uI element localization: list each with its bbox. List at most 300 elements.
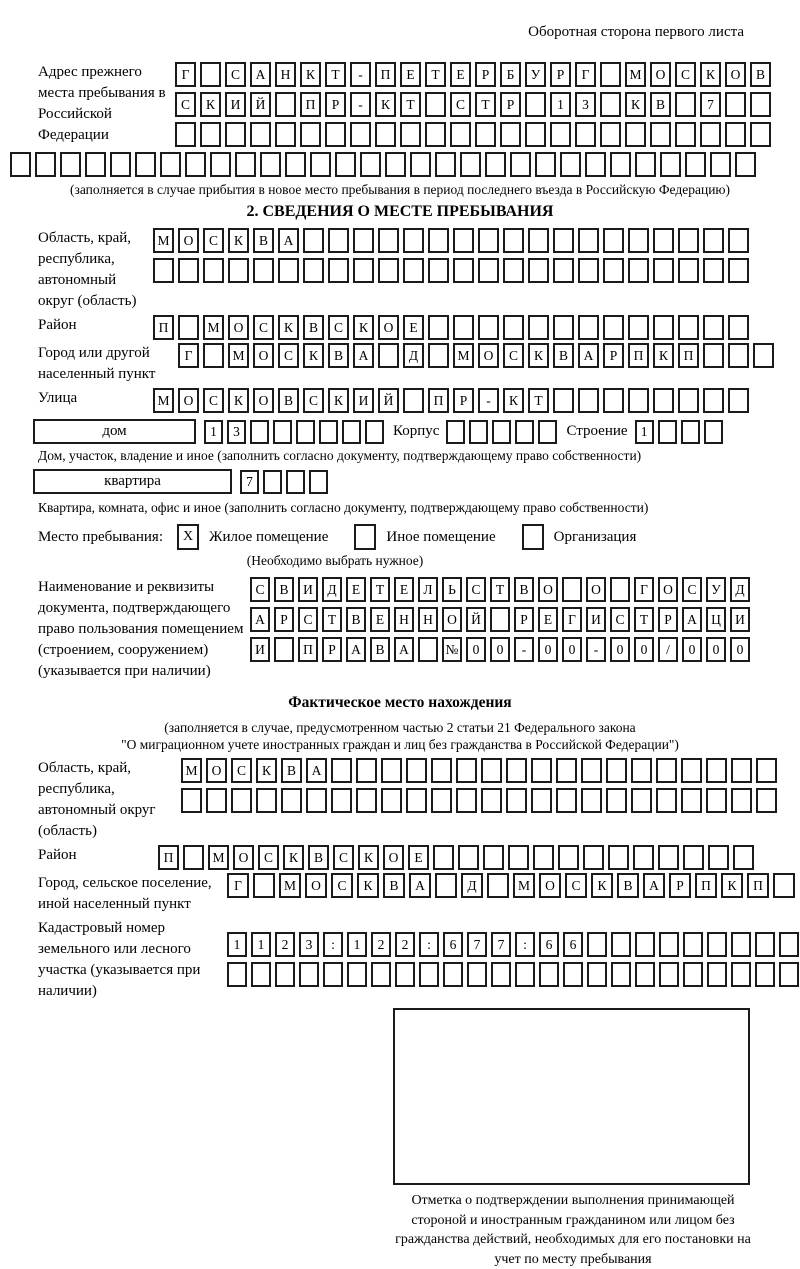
char-cell[interactable]: [153, 258, 174, 283]
char-cell[interactable]: П: [628, 343, 649, 368]
char-cell[interactable]: [581, 758, 602, 783]
char-cell[interactable]: [528, 315, 549, 340]
char-cell[interactable]: 0: [730, 637, 750, 662]
char-cell[interactable]: -: [514, 637, 534, 662]
char-cell[interactable]: О: [538, 577, 558, 602]
char-cell[interactable]: [378, 228, 399, 253]
char-cell[interactable]: К: [653, 343, 674, 368]
char-cell[interactable]: [325, 122, 346, 147]
char-cell[interactable]: [525, 122, 546, 147]
char-cell[interactable]: [353, 228, 374, 253]
char-cell[interactable]: [681, 758, 702, 783]
char-cell[interactable]: С: [203, 228, 224, 253]
char-cell[interactable]: [660, 152, 681, 177]
char-cell[interactable]: [506, 758, 527, 783]
actual-district-row[interactable]: [158, 845, 754, 870]
char-cell[interactable]: -: [350, 62, 371, 87]
char-cell[interactable]: С: [450, 92, 471, 117]
char-cell[interactable]: [200, 122, 221, 147]
cadastral-row-1[interactable]: [227, 932, 799, 957]
char-cell[interactable]: [500, 122, 521, 147]
char-cell[interactable]: [581, 788, 602, 813]
char-cell[interactable]: [160, 152, 181, 177]
char-cell[interactable]: [395, 962, 415, 987]
char-cell[interactable]: Р: [453, 388, 474, 413]
char-cell[interactable]: [628, 258, 649, 283]
char-cell[interactable]: [553, 315, 574, 340]
char-cell[interactable]: Л: [418, 577, 438, 602]
char-cell[interactable]: Т: [322, 607, 342, 632]
char-cell[interactable]: [365, 420, 384, 444]
char-cell[interactable]: [281, 788, 302, 813]
char-cell[interactable]: [181, 788, 202, 813]
char-cell[interactable]: У: [525, 62, 546, 87]
char-cell[interactable]: [631, 758, 652, 783]
char-cell[interactable]: [515, 420, 534, 444]
char-cell[interactable]: [628, 315, 649, 340]
char-cell[interactable]: Д: [322, 577, 342, 602]
char-cell[interactable]: [631, 788, 652, 813]
char-cell[interactable]: О: [658, 577, 678, 602]
char-cell[interactable]: Н: [275, 62, 296, 87]
char-cell[interactable]: [583, 845, 604, 870]
char-cell[interactable]: П: [300, 92, 321, 117]
char-cell[interactable]: [490, 607, 510, 632]
char-cell[interactable]: [608, 845, 629, 870]
char-cell[interactable]: А: [643, 873, 665, 898]
char-cell[interactable]: О: [253, 343, 274, 368]
char-cell[interactable]: [707, 962, 727, 987]
char-cell[interactable]: [728, 343, 749, 368]
char-cell[interactable]: [600, 122, 621, 147]
char-cell[interactable]: М: [181, 758, 202, 783]
char-cell[interactable]: И: [225, 92, 246, 117]
char-cell[interactable]: К: [200, 92, 221, 117]
char-cell[interactable]: [419, 962, 439, 987]
char-cell[interactable]: [443, 962, 463, 987]
char-cell[interactable]: [274, 637, 294, 662]
char-cell[interactable]: [611, 932, 631, 957]
char-cell[interactable]: С: [175, 92, 196, 117]
char-cell[interactable]: О: [725, 62, 746, 87]
char-cell[interactable]: К: [228, 228, 249, 253]
char-cell[interactable]: [610, 577, 630, 602]
char-cell[interactable]: [275, 962, 295, 987]
char-cell[interactable]: [606, 758, 627, 783]
char-cell[interactable]: [700, 122, 721, 147]
char-cell[interactable]: Е: [538, 607, 558, 632]
char-cell[interactable]: [435, 873, 457, 898]
char-cell[interactable]: Т: [425, 62, 446, 87]
char-cell[interactable]: 3: [299, 932, 319, 957]
char-cell[interactable]: [506, 788, 527, 813]
char-cell[interactable]: [185, 152, 206, 177]
checkbox-organization[interactable]: [522, 524, 544, 550]
char-cell[interactable]: [683, 962, 703, 987]
char-cell[interactable]: 1: [550, 92, 571, 117]
char-cell[interactable]: С: [610, 607, 630, 632]
char-cell[interactable]: [703, 388, 724, 413]
char-cell[interactable]: А: [346, 637, 366, 662]
char-cell[interactable]: [450, 122, 471, 147]
char-cell[interactable]: П: [158, 845, 179, 870]
char-cell[interactable]: К: [328, 388, 349, 413]
char-cell[interactable]: Т: [325, 62, 346, 87]
char-cell[interactable]: К: [591, 873, 613, 898]
char-cell[interactable]: 0: [466, 637, 486, 662]
char-cell[interactable]: [578, 228, 599, 253]
char-cell[interactable]: [478, 315, 499, 340]
char-cell[interactable]: [183, 845, 204, 870]
char-cell[interactable]: [633, 845, 654, 870]
char-cell[interactable]: 1: [204, 420, 223, 444]
char-cell[interactable]: :: [515, 932, 535, 957]
char-cell[interactable]: [678, 258, 699, 283]
char-cell[interactable]: 1: [251, 932, 271, 957]
char-cell[interactable]: [403, 228, 424, 253]
house-type-box[interactable]: [33, 419, 196, 444]
char-cell[interactable]: [533, 845, 554, 870]
char-cell[interactable]: -: [586, 637, 606, 662]
char-cell[interactable]: В: [346, 607, 366, 632]
char-cell[interactable]: [228, 258, 249, 283]
prev-address-row-2[interactable]: [175, 92, 771, 117]
char-cell[interactable]: [469, 420, 488, 444]
region-row-2[interactable]: [153, 258, 749, 283]
char-cell[interactable]: 0: [634, 637, 654, 662]
char-cell[interactable]: И: [730, 607, 750, 632]
char-cell[interactable]: /: [658, 637, 678, 662]
char-cell[interactable]: [650, 122, 671, 147]
char-cell[interactable]: [625, 122, 646, 147]
char-cell[interactable]: Д: [403, 343, 424, 368]
char-cell[interactable]: [491, 962, 511, 987]
char-cell[interactable]: [225, 122, 246, 147]
korpus-cells[interactable]: [446, 420, 557, 444]
char-cell[interactable]: [681, 788, 702, 813]
char-cell[interactable]: [251, 962, 271, 987]
char-cell[interactable]: 0: [706, 637, 726, 662]
char-cell[interactable]: [481, 788, 502, 813]
char-cell[interactable]: В: [650, 92, 671, 117]
char-cell[interactable]: [250, 420, 269, 444]
char-cell[interactable]: [347, 962, 367, 987]
char-cell[interactable]: [425, 122, 446, 147]
char-cell[interactable]: [210, 152, 231, 177]
char-cell[interactable]: [587, 932, 607, 957]
char-cell[interactable]: С: [466, 577, 486, 602]
char-cell[interactable]: [563, 962, 583, 987]
char-cell[interactable]: Д: [730, 577, 750, 602]
char-cell[interactable]: М: [625, 62, 646, 87]
char-cell[interactable]: Е: [394, 577, 414, 602]
char-cell[interactable]: Т: [400, 92, 421, 117]
char-cell[interactable]: [203, 343, 224, 368]
char-cell[interactable]: [725, 92, 746, 117]
char-cell[interactable]: [406, 758, 427, 783]
char-cell[interactable]: [309, 470, 328, 494]
char-cell[interactable]: П: [375, 62, 396, 87]
actual-region-row-1[interactable]: [181, 758, 777, 783]
char-cell[interactable]: К: [528, 343, 549, 368]
char-cell[interactable]: [110, 152, 131, 177]
char-cell[interactable]: Д: [461, 873, 483, 898]
char-cell[interactable]: [658, 420, 677, 444]
char-cell[interactable]: Н: [394, 607, 414, 632]
char-cell[interactable]: А: [250, 607, 270, 632]
char-cell[interactable]: И: [250, 637, 270, 662]
stroenie-cells[interactable]: [635, 420, 723, 444]
char-cell[interactable]: К: [721, 873, 743, 898]
char-cell[interactable]: К: [278, 315, 299, 340]
char-cell[interactable]: [704, 420, 723, 444]
char-cell[interactable]: [658, 845, 679, 870]
char-cell[interactable]: [296, 420, 315, 444]
char-cell[interactable]: [556, 758, 577, 783]
checkbox-residential[interactable]: X: [177, 524, 199, 550]
char-cell[interactable]: [356, 758, 377, 783]
char-cell[interactable]: Е: [403, 315, 424, 340]
char-cell[interactable]: [603, 315, 624, 340]
char-cell[interactable]: С: [682, 577, 702, 602]
char-cell[interactable]: Р: [550, 62, 571, 87]
char-cell[interactable]: Р: [500, 92, 521, 117]
char-cell[interactable]: Т: [370, 577, 390, 602]
char-cell[interactable]: [435, 152, 456, 177]
char-cell[interactable]: [706, 788, 727, 813]
char-cell[interactable]: [453, 258, 474, 283]
char-cell[interactable]: [306, 788, 327, 813]
char-cell[interactable]: [403, 258, 424, 283]
char-cell[interactable]: [755, 962, 775, 987]
char-cell[interactable]: [508, 845, 529, 870]
char-cell[interactable]: 0: [562, 637, 582, 662]
char-cell[interactable]: [328, 258, 349, 283]
char-cell[interactable]: [431, 758, 452, 783]
street-row[interactable]: [153, 388, 749, 413]
char-cell[interactable]: [278, 258, 299, 283]
char-cell[interactable]: [678, 315, 699, 340]
char-cell[interactable]: В: [750, 62, 771, 87]
char-cell[interactable]: №: [442, 637, 462, 662]
char-cell[interactable]: [653, 388, 674, 413]
char-cell[interactable]: [275, 92, 296, 117]
char-cell[interactable]: [487, 873, 509, 898]
char-cell[interactable]: [659, 932, 679, 957]
char-cell[interactable]: Ь: [442, 577, 462, 602]
char-cell[interactable]: [678, 228, 699, 253]
char-cell[interactable]: [253, 258, 274, 283]
char-cell[interactable]: П: [695, 873, 717, 898]
region-row-1[interactable]: [153, 228, 749, 253]
char-cell[interactable]: [256, 788, 277, 813]
char-cell[interactable]: [431, 788, 452, 813]
char-cell[interactable]: С: [303, 388, 324, 413]
char-cell[interactable]: [381, 758, 402, 783]
char-cell[interactable]: [371, 962, 391, 987]
char-cell[interactable]: 0: [490, 637, 510, 662]
char-cell[interactable]: [678, 388, 699, 413]
confirmation-stamp-box[interactable]: [393, 1008, 750, 1185]
char-cell[interactable]: С: [298, 607, 318, 632]
char-cell[interactable]: 2: [275, 932, 295, 957]
char-cell[interactable]: [483, 845, 504, 870]
char-cell[interactable]: С: [331, 873, 353, 898]
char-cell[interactable]: [310, 152, 331, 177]
char-cell[interactable]: 0: [610, 637, 630, 662]
document-row-1[interactable]: [250, 577, 750, 602]
char-cell[interactable]: [418, 637, 438, 662]
char-cell[interactable]: С: [258, 845, 279, 870]
char-cell[interactable]: :: [419, 932, 439, 957]
char-cell[interactable]: В: [370, 637, 390, 662]
char-cell[interactable]: П: [747, 873, 769, 898]
char-cell[interactable]: [378, 343, 399, 368]
char-cell[interactable]: [406, 788, 427, 813]
char-cell[interactable]: [585, 152, 606, 177]
char-cell[interactable]: И: [353, 388, 374, 413]
char-cell[interactable]: Р: [322, 637, 342, 662]
char-cell[interactable]: [685, 152, 706, 177]
char-cell[interactable]: [135, 152, 156, 177]
char-cell[interactable]: [467, 962, 487, 987]
char-cell[interactable]: Р: [603, 343, 624, 368]
char-cell[interactable]: [553, 388, 574, 413]
char-cell[interactable]: [350, 122, 371, 147]
char-cell[interactable]: [356, 788, 377, 813]
char-cell[interactable]: В: [281, 758, 302, 783]
char-cell[interactable]: [606, 788, 627, 813]
char-cell[interactable]: [653, 228, 674, 253]
char-cell[interactable]: [578, 388, 599, 413]
char-cell[interactable]: [285, 152, 306, 177]
char-cell[interactable]: Й: [250, 92, 271, 117]
char-cell[interactable]: С: [565, 873, 587, 898]
char-cell[interactable]: Р: [669, 873, 691, 898]
char-cell[interactable]: М: [153, 388, 174, 413]
char-cell[interactable]: И: [586, 607, 606, 632]
char-cell[interactable]: [600, 62, 621, 87]
cadastral-row-2[interactable]: [227, 962, 799, 987]
char-cell[interactable]: [575, 122, 596, 147]
char-cell[interactable]: 1: [347, 932, 367, 957]
char-cell[interactable]: О: [233, 845, 254, 870]
char-cell[interactable]: [227, 962, 247, 987]
char-cell[interactable]: [433, 845, 454, 870]
char-cell[interactable]: [703, 315, 724, 340]
char-cell[interactable]: [342, 420, 361, 444]
char-cell[interactable]: С: [231, 758, 252, 783]
char-cell[interactable]: [35, 152, 56, 177]
char-cell[interactable]: [706, 758, 727, 783]
char-cell[interactable]: Г: [227, 873, 249, 898]
char-cell[interactable]: [503, 228, 524, 253]
char-cell[interactable]: [303, 258, 324, 283]
char-cell[interactable]: Е: [400, 62, 421, 87]
char-cell[interactable]: [725, 122, 746, 147]
char-cell[interactable]: К: [503, 388, 524, 413]
char-cell[interactable]: [731, 788, 752, 813]
char-cell[interactable]: [779, 962, 799, 987]
char-cell[interactable]: К: [228, 388, 249, 413]
char-cell[interactable]: [653, 315, 674, 340]
char-cell[interactable]: [539, 962, 559, 987]
char-cell[interactable]: [560, 152, 581, 177]
char-cell[interactable]: [731, 932, 751, 957]
char-cell[interactable]: [653, 258, 674, 283]
char-cell[interactable]: М: [453, 343, 474, 368]
char-cell[interactable]: К: [700, 62, 721, 87]
char-cell[interactable]: [603, 258, 624, 283]
char-cell[interactable]: 1: [227, 932, 247, 957]
char-cell[interactable]: Т: [490, 577, 510, 602]
char-cell[interactable]: [381, 788, 402, 813]
char-cell[interactable]: В: [303, 315, 324, 340]
char-cell[interactable]: Т: [528, 388, 549, 413]
char-cell[interactable]: 7: [491, 932, 511, 957]
char-cell[interactable]: [178, 258, 199, 283]
char-cell[interactable]: С: [253, 315, 274, 340]
char-cell[interactable]: У: [706, 577, 726, 602]
char-cell[interactable]: -: [350, 92, 371, 117]
apartment-type-box[interactable]: [33, 469, 232, 494]
char-cell[interactable]: [531, 788, 552, 813]
char-cell[interactable]: [275, 122, 296, 147]
char-cell[interactable]: 2: [395, 932, 415, 957]
char-cell[interactable]: [503, 315, 524, 340]
char-cell[interactable]: [635, 962, 655, 987]
char-cell[interactable]: [558, 845, 579, 870]
char-cell[interactable]: О: [253, 388, 274, 413]
char-cell[interactable]: [531, 758, 552, 783]
char-cell[interactable]: [378, 258, 399, 283]
char-cell[interactable]: [299, 962, 319, 987]
char-cell[interactable]: [453, 315, 474, 340]
char-cell[interactable]: [728, 388, 749, 413]
char-cell[interactable]: О: [650, 62, 671, 87]
char-cell[interactable]: [773, 873, 795, 898]
char-cell[interactable]: В: [308, 845, 329, 870]
char-cell[interactable]: А: [394, 637, 414, 662]
char-cell[interactable]: :: [323, 932, 343, 957]
char-cell[interactable]: [525, 92, 546, 117]
char-cell[interactable]: 1: [635, 420, 654, 444]
char-cell[interactable]: К: [625, 92, 646, 117]
char-cell[interactable]: [428, 315, 449, 340]
char-cell[interactable]: О: [228, 315, 249, 340]
char-cell[interactable]: [485, 152, 506, 177]
char-cell[interactable]: [675, 92, 696, 117]
checkbox-other-premises[interactable]: [354, 524, 376, 550]
char-cell[interactable]: О: [178, 228, 199, 253]
char-cell[interactable]: [446, 420, 465, 444]
char-cell[interactable]: -: [478, 388, 499, 413]
char-cell[interactable]: Р: [514, 607, 534, 632]
char-cell[interactable]: П: [298, 637, 318, 662]
char-cell[interactable]: [206, 788, 227, 813]
char-cell[interactable]: [353, 258, 374, 283]
char-cell[interactable]: [492, 420, 511, 444]
char-cell[interactable]: [587, 962, 607, 987]
char-cell[interactable]: Р: [274, 607, 294, 632]
char-cell[interactable]: [628, 228, 649, 253]
char-cell[interactable]: [703, 258, 724, 283]
char-cell[interactable]: С: [225, 62, 246, 87]
char-cell[interactable]: В: [553, 343, 574, 368]
char-cell[interactable]: [750, 122, 771, 147]
prev-address-row-4[interactable]: [10, 152, 800, 177]
char-cell[interactable]: [428, 343, 449, 368]
